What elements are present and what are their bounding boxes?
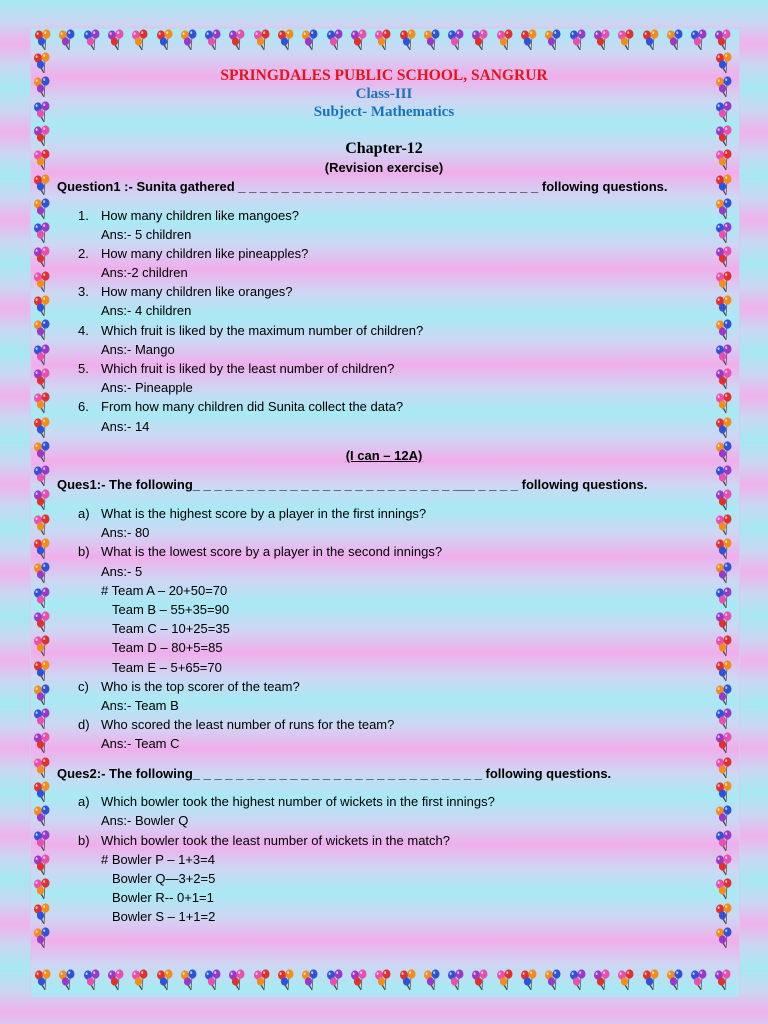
balloon-bunch-icon: [348, 29, 370, 50]
balloon-bunch-icon: [615, 969, 637, 994]
balloon-bunch-icon: [469, 969, 491, 994]
balloon-bunch-icon: [372, 29, 394, 50]
balloon-bunch-icon: [31, 878, 53, 905]
balloon-bunch-icon: [251, 969, 273, 994]
balloon-bunch-icon: [275, 29, 297, 50]
balloon-bunch-icon: [81, 969, 103, 994]
balloon-bunch-icon: [664, 29, 686, 50]
balloon-bunch-icon: [713, 562, 735, 589]
subject-label: Subject- Mathematics: [313, 104, 455, 120]
question-text: Which fruit is liked by the maximum number of children?: [101, 323, 424, 338]
balloon-bunch-icon: [688, 29, 710, 50]
balloon-bunch-icon: [31, 562, 53, 589]
balloon-bunch-icon: [226, 29, 248, 50]
balloon-bunch-icon: [324, 969, 346, 994]
balloon-bunch-icon: [615, 29, 637, 50]
balloon-bunch-icon: [713, 368, 735, 395]
balloon-bunch-icon: [591, 969, 613, 994]
balloon-border-right: [712, 50, 738, 968]
balloon-border-bottom: [30, 968, 738, 994]
question-text: Which fruit is liked by the least number of children?: [101, 361, 395, 376]
balloon-bunch-icon: [567, 29, 589, 50]
school-name: SPRINGDALES PUBLIC SCHOOL, SANGRUR: [220, 67, 548, 84]
balloon-bunch-icon: [31, 417, 53, 444]
balloon-bunch-icon: [31, 781, 53, 808]
balloon-bunch-icon: [31, 903, 53, 930]
balloon-bunch-icon: [31, 684, 53, 711]
question-text: Which bowler took the highest number of wickets in the first innings?: [101, 794, 495, 809]
balloon-bunch-icon: [56, 969, 78, 994]
team-score-line: Team C – 10+25=35: [112, 621, 230, 636]
balloon-bunch-icon: [712, 969, 734, 994]
balloon-bunch-icon: [542, 29, 564, 50]
balloon-bunch-icon: [713, 198, 735, 225]
class-label: Class-III: [355, 86, 413, 102]
balloon-bunch-icon: [202, 969, 224, 994]
balloon-bunch-icon: [31, 830, 53, 857]
balloon-bunch-icon: [178, 969, 200, 994]
balloon-bunch-icon: [31, 611, 53, 638]
balloon-bunch-icon: [713, 927, 735, 954]
balloon-bunch-icon: [31, 344, 53, 371]
item-letter: b): [78, 833, 90, 848]
balloon-bunch-icon: [713, 757, 735, 784]
balloon-bunch-icon: [688, 969, 710, 994]
chapter-title: Chapter-12: [345, 140, 423, 157]
balloon-bunch-icon: [713, 514, 735, 541]
balloon-bunch-icon: [494, 29, 516, 50]
balloon-bunch-icon: [712, 29, 734, 50]
balloon-bunch-icon: [713, 878, 735, 905]
balloon-bunch-icon: [31, 489, 53, 516]
balloon-bunch-icon: [31, 635, 53, 662]
balloon-bunch-icon: [31, 757, 53, 784]
balloon-border-top: [30, 28, 738, 50]
balloon-bunch-icon: [713, 805, 735, 832]
balloon-bunch-icon: [713, 781, 735, 808]
team-score-line: Team D – 80+5=85: [112, 640, 223, 655]
balloon-bunch-icon: [713, 854, 735, 881]
balloon-bunch-icon: [713, 903, 735, 930]
answer-text: Ans:- 5 children: [101, 227, 192, 242]
balloon-bunch-icon: [713, 611, 735, 638]
balloon-bunch-icon: [397, 969, 419, 994]
bowler-wicket-line: Bowler Q—3+2=5: [112, 871, 216, 886]
question-text: What is the lowest score by a player in the second innings?: [101, 544, 443, 559]
balloon-bunch-icon: [32, 29, 54, 50]
balloon-bunch-icon: [713, 465, 735, 492]
answer-text: Ans:- 5: [101, 564, 143, 579]
balloon-bunch-icon: [445, 29, 467, 50]
team-score-line: Team E – 5+65=70: [112, 660, 222, 675]
balloon-bunch-icon: [640, 969, 662, 994]
balloon-bunch-icon: [494, 969, 516, 994]
balloon-bunch-icon: [713, 246, 735, 273]
balloon-bunch-icon: [202, 29, 224, 50]
balloon-bunch-icon: [56, 29, 78, 50]
balloon-bunch-icon: [713, 732, 735, 759]
balloon-bunch-icon: [31, 465, 53, 492]
item-number: 4.: [78, 323, 89, 338]
bowler-wicket-line: # Bowler P – 1+3=4: [101, 852, 215, 867]
balloon-bunch-icon: [591, 29, 613, 50]
balloon-bunch-icon: [713, 587, 735, 614]
balloon-bunch-icon: [31, 708, 53, 735]
question-text: What is the highest score by a player in the first innings?: [101, 506, 427, 521]
balloon-bunch-icon: [105, 29, 127, 50]
team-score-line: Team B – 55+35=90: [112, 602, 230, 617]
item-number: 5.: [78, 361, 89, 376]
balloon-border-left: [30, 50, 54, 968]
balloon-bunch-icon: [299, 29, 321, 50]
balloon-bunch-icon: [348, 969, 370, 994]
question-text: How many children like pineapples?: [101, 246, 309, 261]
question-text: Who is the top scorer of the team?: [101, 679, 300, 694]
item-letter: a): [78, 506, 90, 521]
balloon-bunch-icon: [129, 969, 151, 994]
balloon-bunch-icon: [713, 708, 735, 735]
balloon-bunch-icon: [518, 29, 540, 50]
item-letter: b): [78, 544, 90, 559]
balloon-bunch-icon: [713, 344, 735, 371]
balloon-bunch-icon: [713, 222, 735, 249]
item-letter: a): [78, 794, 90, 809]
balloon-bunch-icon: [31, 174, 53, 201]
balloon-bunch-icon: [713, 684, 735, 711]
balloon-bunch-icon: [31, 805, 53, 832]
balloon-bunch-icon: [31, 732, 53, 759]
ques1-prompt: Ques1:- The following_ _ _ _ _ _ _ _ _ _ _ _ _ _ _ _ _ _ _ _ _ _ _ _ ___ _ _ _ _ following questions.: [57, 477, 648, 492]
question-text: How many children like mangoes?: [101, 208, 299, 223]
balloon-bunch-icon: [178, 29, 200, 50]
question1-prompt: Question1 :- Sunita gathered _ _ _ _ _ _ _ _ _ _ _ _ _ _ _ _ _ _ _ _ _ _ _ _ _ _ _ _ following questions.: [57, 179, 668, 194]
balloon-bunch-icon: [713, 174, 735, 201]
answer-text: Ans:- Team C: [101, 736, 180, 751]
balloon-bunch-icon: [31, 246, 53, 273]
item-letter: d): [78, 717, 90, 732]
balloon-bunch-icon: [32, 969, 54, 994]
item-letter: c): [78, 679, 89, 694]
balloon-bunch-icon: [31, 538, 53, 565]
balloon-bunch-icon: [421, 29, 443, 50]
balloon-bunch-icon: [299, 969, 321, 994]
chapter-subtitle: (Revision exercise): [324, 160, 444, 175]
answer-text: Ans:- 80: [101, 525, 150, 540]
balloon-bunch-icon: [31, 198, 53, 225]
balloon-bunch-icon: [31, 295, 53, 322]
balloon-bunch-icon: [713, 489, 735, 516]
balloon-bunch-icon: [154, 29, 176, 50]
balloon-bunch-icon: [421, 969, 443, 994]
balloon-bunch-icon: [713, 830, 735, 857]
balloon-bunch-icon: [542, 969, 564, 994]
section-label: (I can – 12A): [345, 448, 423, 463]
balloon-bunch-icon: [445, 969, 467, 994]
balloon-bunch-icon: [31, 319, 53, 346]
bowler-wicket-line: Bowler S – 1+1=2: [112, 909, 216, 924]
answer-text: Ans:- Mango: [101, 342, 175, 357]
balloon-bunch-icon: [664, 969, 686, 994]
balloon-bunch-icon: [713, 538, 735, 565]
answer-text: Ans:-2 children: [101, 265, 188, 280]
item-number: 2.: [78, 246, 89, 261]
balloon-bunch-icon: [324, 29, 346, 50]
balloon-bunch-icon: [31, 514, 53, 541]
balloon-bunch-icon: [31, 927, 53, 954]
balloon-bunch-icon: [713, 271, 735, 298]
balloon-bunch-icon: [31, 587, 53, 614]
balloon-bunch-icon: [31, 392, 53, 419]
balloon-bunch-icon: [81, 29, 103, 50]
item-number: 6.: [78, 399, 89, 414]
answer-text: Ans:- 4 children: [101, 303, 192, 318]
balloon-bunch-icon: [713, 295, 735, 322]
balloon-bunch-icon: [372, 969, 394, 994]
ques2-prompt: Ques2:- The following_ _ _ _ _ _ _ _ _ _ _ _ _ _ _ _ _ _ _ _ _ _ _ _ _ _ _ following questions.: [57, 766, 612, 781]
question-text: Who scored the least number of runs for the team?: [101, 717, 395, 732]
balloon-bunch-icon: [275, 969, 297, 994]
balloon-bunch-icon: [31, 222, 53, 249]
question-text: From how many children did Sunita collect the data?: [101, 399, 404, 414]
item-number: 1.: [78, 208, 89, 223]
balloon-bunch-icon: [251, 29, 273, 50]
answer-text: Ans:- 14: [101, 419, 150, 434]
balloon-bunch-icon: [154, 969, 176, 994]
balloon-bunch-icon: [640, 29, 662, 50]
balloon-bunch-icon: [469, 29, 491, 50]
balloon-bunch-icon: [713, 392, 735, 419]
balloon-bunch-icon: [31, 271, 53, 298]
balloon-bunch-icon: [31, 854, 53, 881]
balloon-bunch-icon: [397, 29, 419, 50]
balloon-bunch-icon: [129, 29, 151, 50]
balloon-bunch-icon: [713, 635, 735, 662]
balloon-bunch-icon: [226, 969, 248, 994]
question-text: How many children like oranges?: [101, 284, 293, 299]
answer-text: Ans:- Team B: [101, 698, 179, 713]
balloon-bunch-icon: [713, 660, 735, 687]
balloon-bunch-icon: [31, 660, 53, 687]
balloon-bunch-icon: [518, 969, 540, 994]
item-number: 3.: [78, 284, 89, 299]
bowler-wicket-line: Bowler R-- 0+1=1: [112, 890, 214, 905]
balloon-bunch-icon: [713, 319, 735, 346]
team-score-line: # Team A – 20+50=70: [101, 583, 228, 598]
balloon-bunch-icon: [567, 969, 589, 994]
balloon-bunch-icon: [713, 417, 735, 444]
balloon-bunch-icon: [105, 969, 127, 994]
answer-text: Ans:- Bowler Q: [101, 813, 189, 828]
question-text: Which bowler took the least number of wickets in the match?: [101, 833, 450, 848]
balloon-bunch-icon: [31, 368, 53, 395]
answer-text: Ans:- Pineapple: [101, 380, 193, 395]
